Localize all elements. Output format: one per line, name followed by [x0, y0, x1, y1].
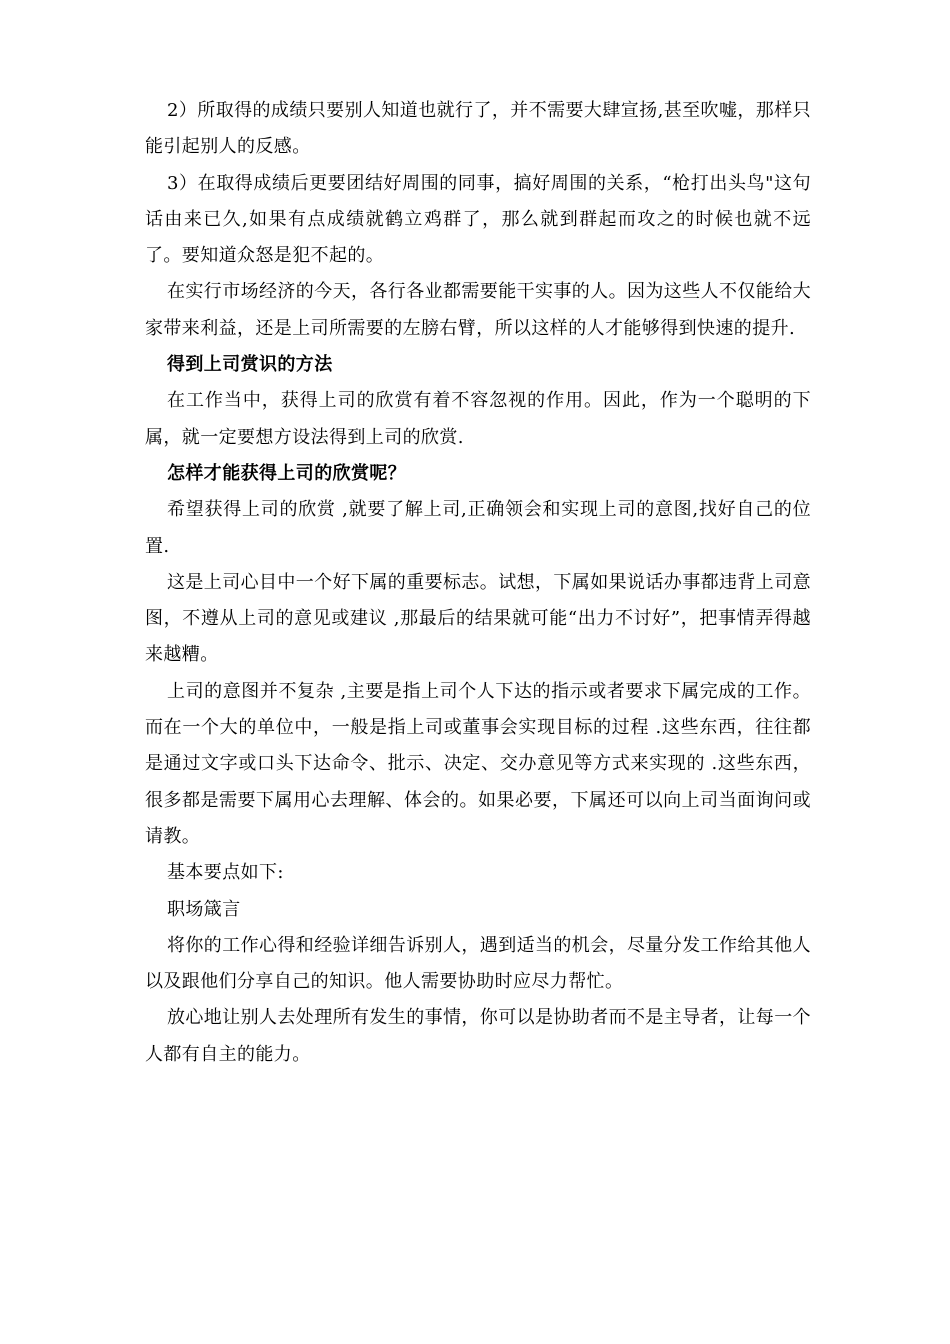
paragraph-understand-boss: 希望获得上司的欣赏 ,就要了解上司,正确领会和实现上司的意图,找好自己的位置.	[145, 499, 811, 557]
paragraph-good-subordinate: 这是上司心目中一个好下属的重要标志。试想，下属如果说话办事都违背上司意图，不遵从上司的意见或建议 ,那最后的结果就可能“出力不讨好”，把事情弄得越来越糟。	[145, 571, 811, 666]
paragraph-point-2: 2）所取得的成绩只要别人知道也就行了，并不需要大肆宣扬,甚至吹嘘，那样只能引起别人的反感。	[145, 100, 811, 158]
paragraph-appreciation: 在工作当中，获得上司的欣赏有着不容忽视的作用。因此，作为一个聪明的下属，就一定要想方设法得到上司的欣赏.	[145, 390, 811, 448]
paragraph-boss-intent: 上司的意图并不复杂 ,主要是指上司个人下达的指示或者要求下属完成的工作。而在一个大的单位中，一般是指上司或董事会实现目标的过程 .这些东西，往往都是通过文字或口头下达命令、批示、决定、交办意见等方式来实现的 .这些东西，很多都是需要下属用心去理解、体会的。如果必要，下属还可以向上司当面询问或请教。	[145, 680, 811, 847]
paragraph-workplace-motto: 职场箴言	[167, 898, 241, 920]
section-heading-how: 怎样才能获得上司的欣赏呢？	[167, 462, 407, 484]
paragraph-share-knowledge: 将你的工作心得和经验详细告诉别人，遇到适当的机会，尽量分发工作给其他人以及跟他们分享自己的知识。他人需要协助时应尽力帮忙。	[145, 934, 811, 993]
paragraph-point-3: 3）在取得成绩后更要团结好周围的同事，搞好周围的关系，“枪打出头鸟"这句话由来已久,如果有点成绩就鹤立鸡群了，那么就到群起而攻之的时候也就不远了。要知道众怒是犯不起的。	[145, 172, 811, 267]
paragraph-market-economy: 在实行市场经济的今天，各行各业都需要能干实事的人。因为这些人不仅能给大家带来利益，还是上司所需要的左膀右臂，所以这样的人才能够得到快速的提升.	[145, 281, 811, 339]
document-page	[145, 93, 811, 1073]
section-heading-methods: 得到上司赏识的方法	[167, 354, 333, 376]
paragraph-delegate: 放心地让别人去处理所有发生的事情，你可以是协助者而不是主导者，让每一个人都有自主的能力。	[145, 1007, 811, 1065]
paragraph-key-points: 基本要点如下:	[167, 862, 284, 884]
